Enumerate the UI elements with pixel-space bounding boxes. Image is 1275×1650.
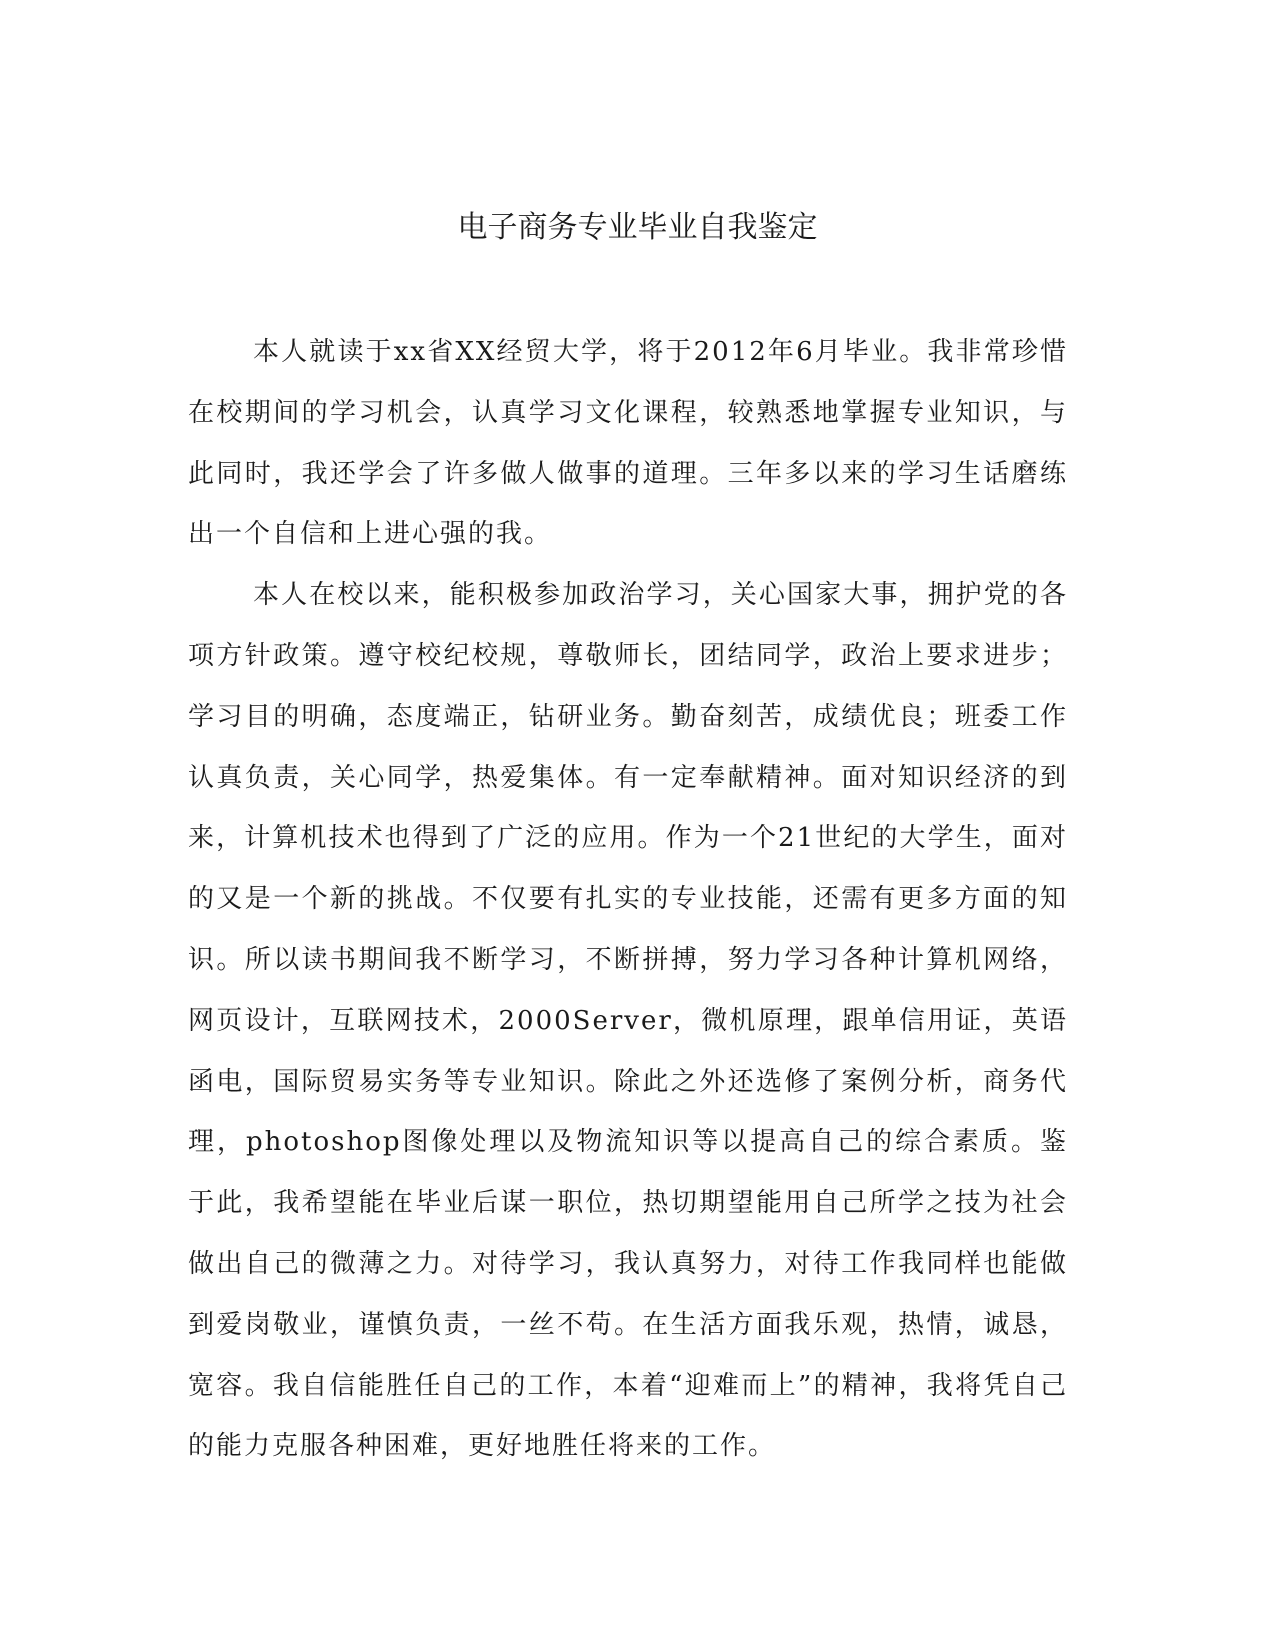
paragraph-2: 本人在校以来，能积极参加政治学习，关心国家大事，拥护党的各项方针政策。遵守校纪校规，尊敬师长，团结同学，政治上要求进步；学习目的明确，态度端正，钻研业务。勤奋刻苦，成绩优良；班委工作认真负责，关心同学，热爱集体。有一定奉献精神。面对知识经济的到来，计算机技术也得到了广泛的应用。作为一个21世纪的大学生，面对的又是一个新的挑战。不仅要有扎实的专业技能，还需有更多方面的知识。所以读书期间我不断学习，不断拼搏，努力学习各种计算机网络，网页设计，互联网技术，2000Server，微机原理，跟单信用证，英语函电，国际贸易实务等专业知识。除此之外还选修了案例分析，商务代理，photoshop图像处理以及物流知识等以提高自己的综合素质。鉴于此，我希望能在毕业后谋一职位，热切期望能用自己所学之技为社会做出自己的微薄之力。对待学习，我认真努力，对待工作我同样也能做到爱岗敬业，谨慎负责，一丝不苟。在生活方面我乐观，热情，诚恳，宽容。我自信能胜任自己的工作，本着“迎难而上”的精神，我将凭自己的能力克服各种困难，更好地胜任将来的工作。: [188, 580, 1068, 1462]
paragraph-1: 本人就读于xx省XX经贸大学，将于2012年6月毕业。我非常珍惜在校期间的学习机会，认真学习文化课程，较熟悉地掌握专业知识，与此同时，我还学会了许多做人做事的道理。三年多以来的学习生话磨练出一个自信和上进心强的我。: [188, 337, 1068, 550]
document-title: 电子商务专业毕业自我鉴定: [457, 210, 818, 245]
document-body: [188, 322, 1068, 1477]
